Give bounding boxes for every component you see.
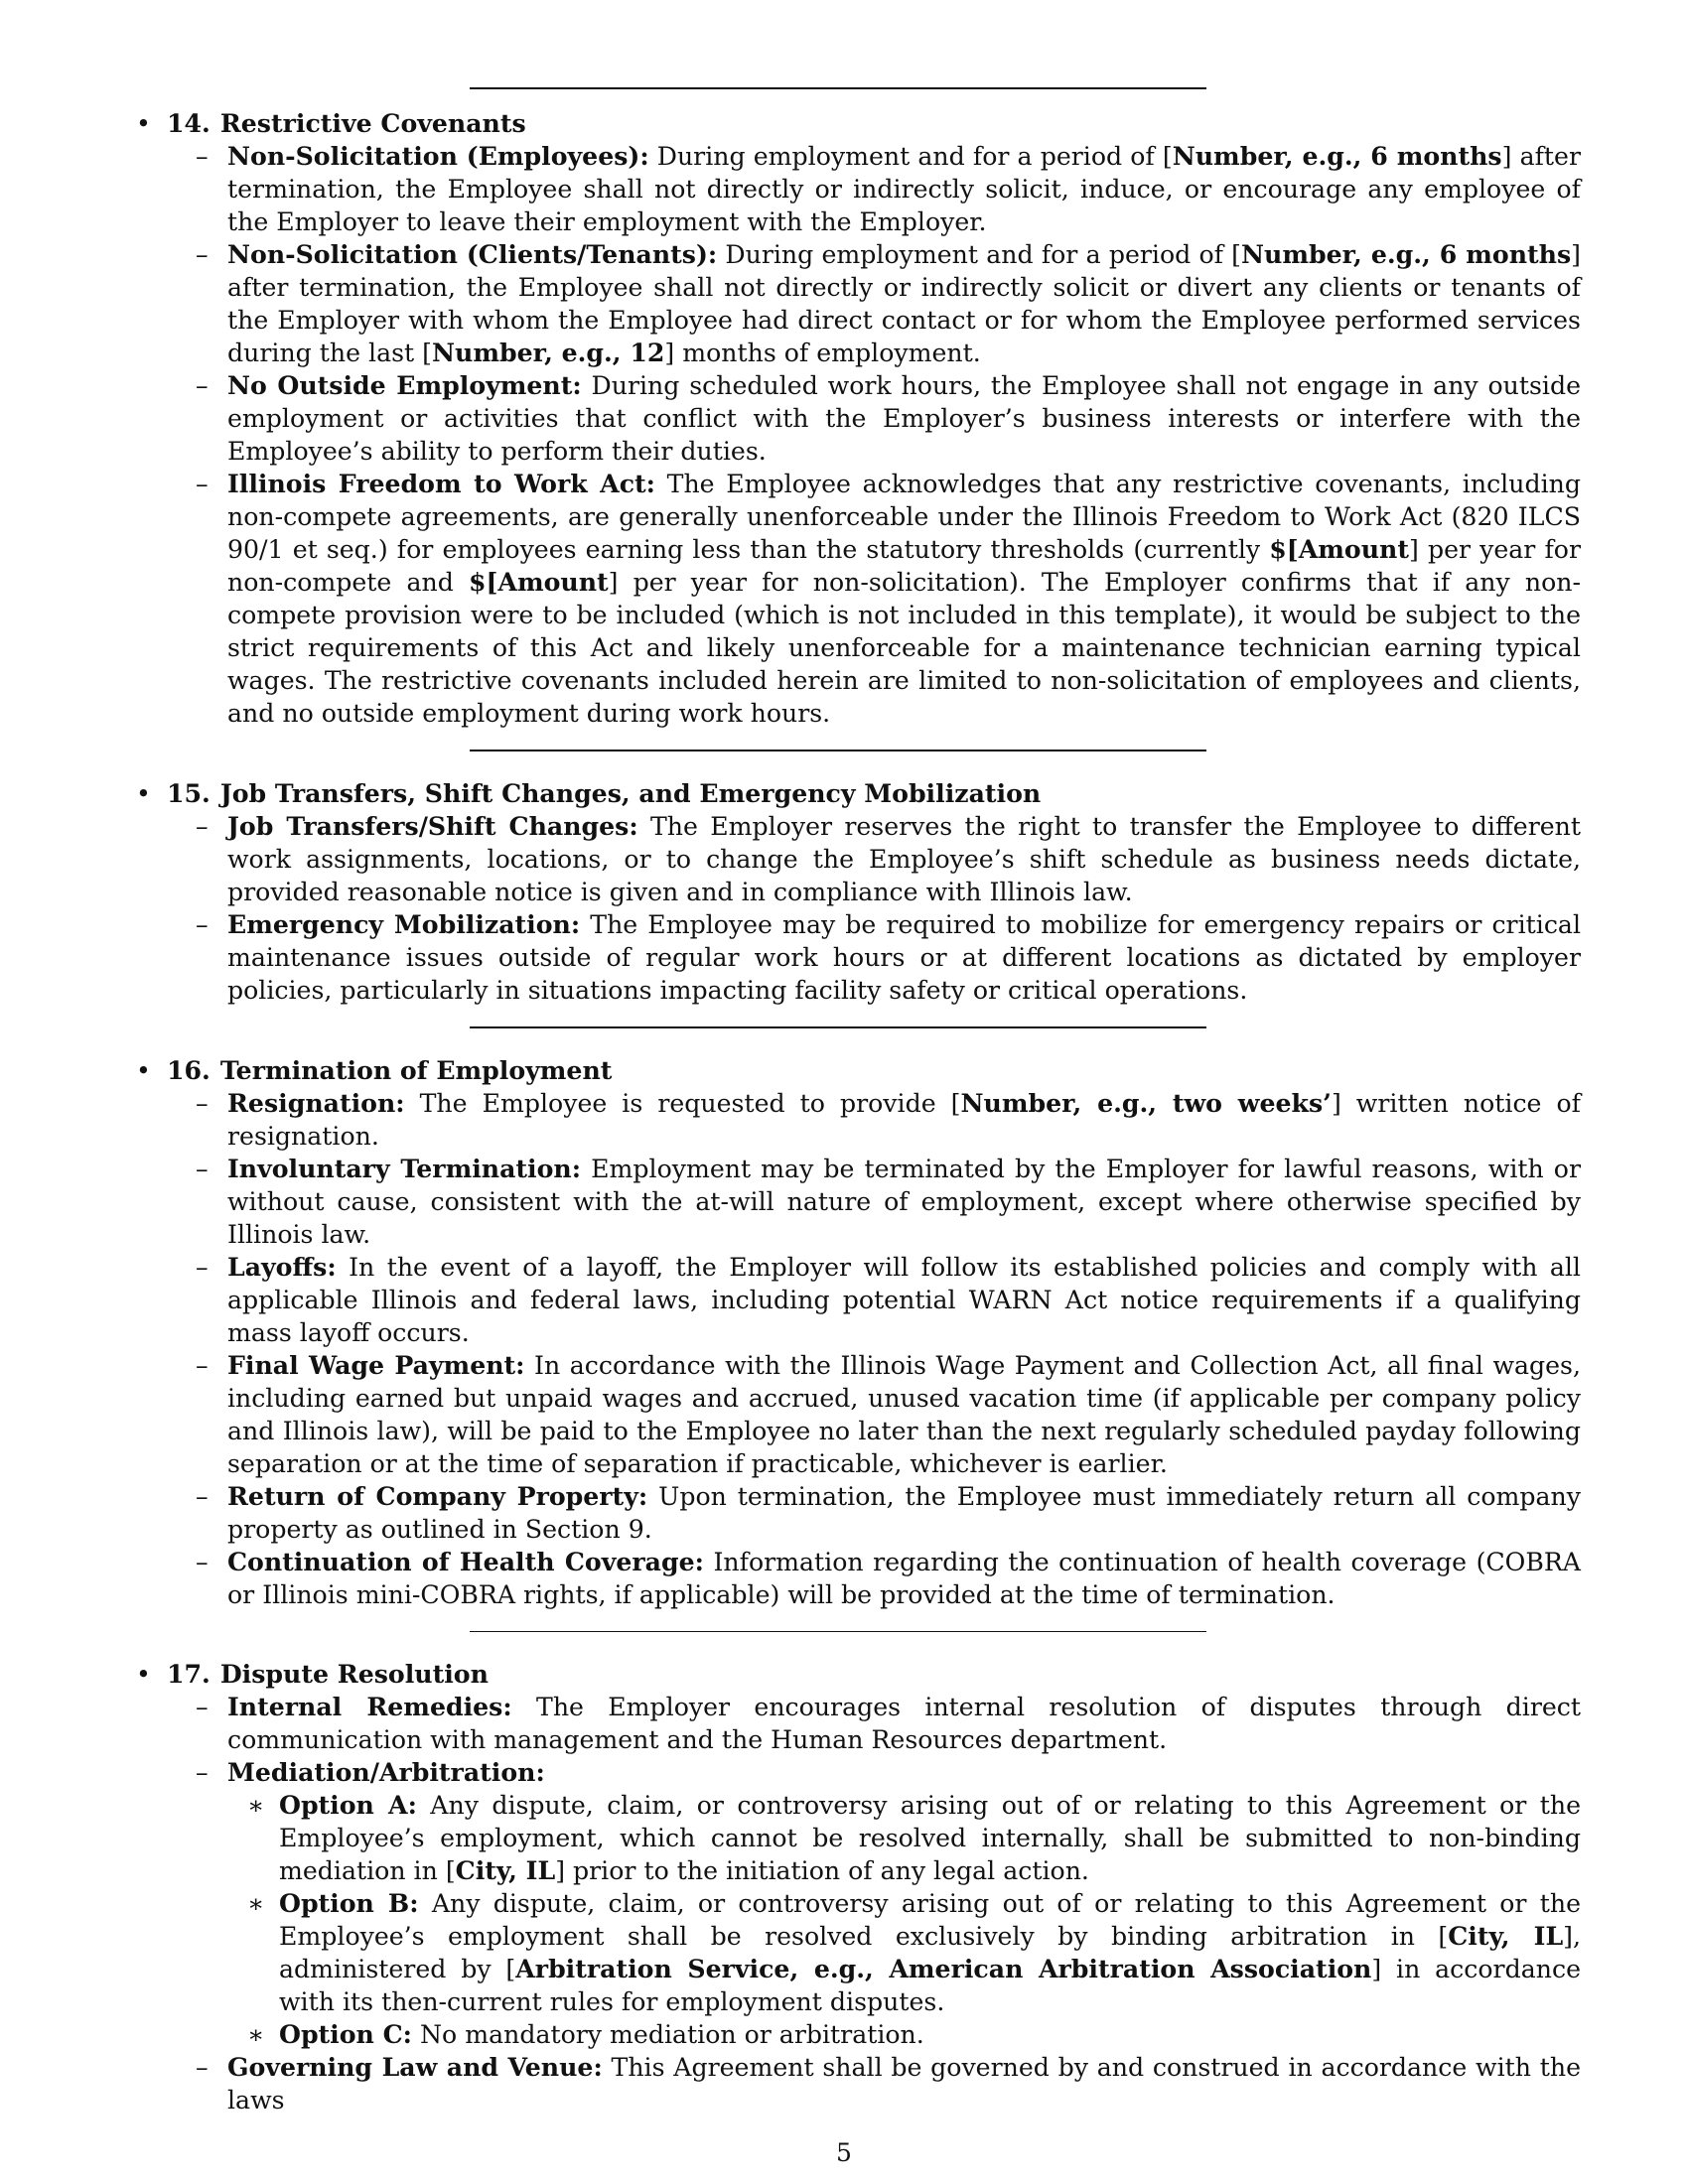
section-number: 16. xyxy=(167,1055,211,1085)
section-title: Restrictive Covenants xyxy=(219,108,526,138)
section-divider xyxy=(470,87,1206,89)
item-label: Mediation/Arbitration: xyxy=(227,1757,545,1787)
list-item xyxy=(136,238,1581,369)
dash-icon: – xyxy=(196,1253,209,1282)
item-label: Final Wage Payment: xyxy=(227,1350,525,1380)
section-heading xyxy=(136,1054,1581,1087)
item-text: The Employee may be required to mobilize for emergency repairs or critical maintenance issues outside of regular work hours or at different locations as dictated by employer policies, particularly in situations impacting facility safety or critical operations. xyxy=(227,910,1582,1005)
list-item xyxy=(136,468,1581,730)
section-title: Dispute Resolution xyxy=(219,1659,489,1689)
dash-icon: – xyxy=(196,1758,209,1787)
asterisk-icon: ∗ xyxy=(247,2020,265,2049)
option-label: Option A: xyxy=(279,1790,417,1820)
item-text: ] months of employment. xyxy=(664,339,981,367)
section-divider xyxy=(470,1026,1206,1028)
option-item xyxy=(136,1887,1581,2018)
item-label: Layoffs: xyxy=(227,1252,337,1282)
option-item xyxy=(136,1789,1581,1887)
item-label: Illinois Freedom to Work Act: xyxy=(227,469,655,498)
list-item xyxy=(136,1251,1581,1349)
placeholder-text: Number, e.g., 12 xyxy=(432,338,665,367)
dash-icon: – xyxy=(196,1693,209,1721)
dash-icon: – xyxy=(196,470,209,498)
section-title: Termination of Employment xyxy=(219,1055,613,1085)
item-text: ] after termination, the Employee shall not directly or indirectly solicit, induce, or encourage any employee of the Employer to leave their employment with the Employer. xyxy=(227,142,1581,236)
section-heading xyxy=(136,1658,1581,1691)
list-item xyxy=(136,1087,1581,1153)
placeholder-text: Number, e.g., 6 months xyxy=(1241,239,1572,269)
dash-icon: – xyxy=(196,812,209,841)
item-text: The Employee is requested to provide [ xyxy=(419,1089,961,1118)
item-label: Governing Law and Venue: xyxy=(227,2052,603,2082)
placeholder-text: $[Amount xyxy=(1269,534,1409,564)
asterisk-icon: ∗ xyxy=(247,1791,265,1820)
list-item xyxy=(136,1349,1581,1480)
item-text: In accordance with the Illinois Wage Payment and Collection Act, all final wages, including earned but unpaid wages and accrued, unused vacation time (if applicable per company policy and Illinois law), will be paid to the Employee no later than the next regularly scheduled payday following separation or at the time of separation if practicable, whichever is earlier. xyxy=(227,1351,1581,1478)
section-heading xyxy=(136,777,1581,810)
section-number: 17. xyxy=(167,1659,211,1689)
placeholder-text: City, IL xyxy=(1448,1921,1564,1951)
section-16 xyxy=(136,1054,1581,1611)
item-text: This Agreement shall be governed by and construed in accordance with the laws xyxy=(227,2053,1582,2115)
item-text: ] per year for non-compete and xyxy=(227,535,1582,597)
section-divider xyxy=(470,750,1206,751)
dash-icon: – xyxy=(196,371,209,400)
option-label: Option C: xyxy=(279,2019,412,2049)
dash-icon: – xyxy=(196,910,209,939)
item-text: In the event of a layoff, the Employer will follow its established policies and comply with all applicable Illinois and federal laws, including potential WARN Act notice requirements if a qualifying mass layoff occurs. xyxy=(227,1253,1581,1347)
item-text: During employment and for a period of [ xyxy=(725,240,1241,269)
item-label: Non-Solicitation (Employees): xyxy=(227,141,649,171)
item-label: Non-Solicitation (Clients/Tenants): xyxy=(227,239,718,269)
item-text: The Employee acknowledges that any restrictive covenants, including non-compete agreements, are generally unenforceable under the Illinois Freedom to Work Act (820 ILCS 90/1 et seq.) for employees earning less than the statutory thresholds (currently xyxy=(227,470,1581,564)
list-item xyxy=(136,810,1581,908)
bullet-icon: • xyxy=(136,779,151,808)
option-text: ] prior to the initiation of any legal action. xyxy=(555,1856,1089,1885)
item-text: ] per year for non-solicitation). The Employer confirms that if any non-compete provision were to be included (which is not included in this template), it would be subject to the strict requirements of this Act and likely unenforceable for a maintenance technician earning typical wages. The restrictive covenants included herein are limited to non-solicitation of employees and clients, and no outside employment during work hours. xyxy=(227,568,1581,728)
item-label: Internal Remedies: xyxy=(227,1692,512,1721)
asterisk-icon: ∗ xyxy=(247,1889,265,1918)
option-item xyxy=(136,2018,1581,2051)
item-text: Upon termination, the Employee must immediately return all company property as outlined in Section 9. xyxy=(227,1482,1581,1544)
section-number: 14. xyxy=(167,108,211,138)
option-label: Option B: xyxy=(279,1888,419,1918)
item-label: Resignation: xyxy=(227,1088,405,1118)
section-14 xyxy=(136,107,1581,730)
item-label: Involuntary Termination: xyxy=(227,1154,582,1183)
list-item xyxy=(136,1691,1581,1756)
option-text: Any dispute, claim, or controversy arising out of or relating to this Agreement or the Employee’s employment, which cannot be resolved internally, shall be submitted to non-binding mediation in [ xyxy=(279,1791,1581,1885)
item-text: Information regarding the continuation of health coverage (COBRA or Illinois mini-COBRA rights, if applicable) will be provided at the time of termination. xyxy=(227,1548,1581,1609)
option-text: Any dispute, claim, or controversy arising out of or relating to this Agreement or the Employee’s employment shall be resolved exclusively by binding arbitration in [ xyxy=(279,1889,1581,1951)
item-text: Employment may be terminated by the Employer for lawful reasons, with or without cause, consistent with the at-will nature of employment, except where otherwise specified by Illinois law. xyxy=(227,1155,1582,1249)
document-content xyxy=(136,108,1582,2116)
list-item xyxy=(136,140,1581,238)
item-text: The Employer encourages internal resolution of disputes through direct communication with management and the Human Resources department. xyxy=(227,1693,1582,1754)
placeholder-text: City, IL xyxy=(455,1855,556,1885)
bullet-icon: • xyxy=(136,1056,151,1085)
placeholder-text: Number, e.g., two weeks’ xyxy=(960,1088,1332,1118)
item-label: Continuation of Health Coverage: xyxy=(227,1547,704,1576)
item-text: During scheduled work hours, the Employee shall not engage in any outside employment or activities that conflict with the Employer’s business interests or interfere with the Employee’s ability to perform their duties. xyxy=(227,371,1582,466)
section-divider xyxy=(470,1631,1206,1632)
placeholder-text: Number, e.g., 6 months xyxy=(1172,141,1502,171)
option-text: No mandatory mediation or arbitration. xyxy=(420,2020,924,2049)
dash-icon: – xyxy=(196,1155,209,1183)
section-number: 15. xyxy=(167,778,211,808)
item-text: The Employer reserves the right to transfer the Employee to different work assignments, locations, or to change the Employee’s shift schedule as business needs dictate, provided reasonable notice is given and in compliance with Illinois law. xyxy=(227,812,1581,906)
list-item xyxy=(136,1546,1581,1611)
section-17 xyxy=(136,1658,1581,2116)
placeholder-text: Arbitration Service, e.g., American Arbitration Association xyxy=(515,1954,1372,1983)
item-label: Job Transfers/Shift Changes: xyxy=(227,811,638,841)
item-label: Emergency Mobilization: xyxy=(227,909,581,939)
bullet-icon: • xyxy=(136,1660,151,1689)
item-text: ] written notice of resignation. xyxy=(227,1089,1581,1151)
section-heading xyxy=(136,107,1581,140)
section-15 xyxy=(136,777,1581,1007)
list-item xyxy=(136,1153,1581,1251)
item-label: No Outside Employment: xyxy=(227,370,582,400)
option-text: ] in accordance with its then-current rules for employment disputes. xyxy=(279,1955,1581,2016)
dash-icon: – xyxy=(196,1351,209,1380)
placeholder-text: $[Amount xyxy=(468,567,609,597)
dash-icon: – xyxy=(196,2053,209,2082)
item-text: During employment and for a period of [ xyxy=(656,142,1173,171)
list-item xyxy=(136,1480,1581,1546)
bullet-icon: • xyxy=(136,109,151,138)
list-item xyxy=(136,369,1581,468)
section-title: Job Transfers, Shift Changes, and Emergency Mobilization xyxy=(219,778,1042,808)
page-number: 5 xyxy=(836,2138,852,2167)
list-item xyxy=(136,908,1581,1007)
dash-icon: – xyxy=(196,1089,209,1118)
item-label: Return of Company Property: xyxy=(227,1481,648,1511)
dash-icon: – xyxy=(196,1482,209,1511)
dash-icon: – xyxy=(196,1548,209,1576)
item-text: ] after termination, the Employee shall not directly or indirectly solicit or divert any clients or tenants of the Employer with whom the Employee had direct contact or for whom the Employee performed services during the last [ xyxy=(227,240,1581,367)
option-text: ], administered by [ xyxy=(279,1922,1581,1983)
dash-icon: – xyxy=(196,240,209,269)
dash-icon: – xyxy=(196,142,209,171)
list-item xyxy=(136,1756,1581,2051)
list-item xyxy=(136,2051,1581,2116)
